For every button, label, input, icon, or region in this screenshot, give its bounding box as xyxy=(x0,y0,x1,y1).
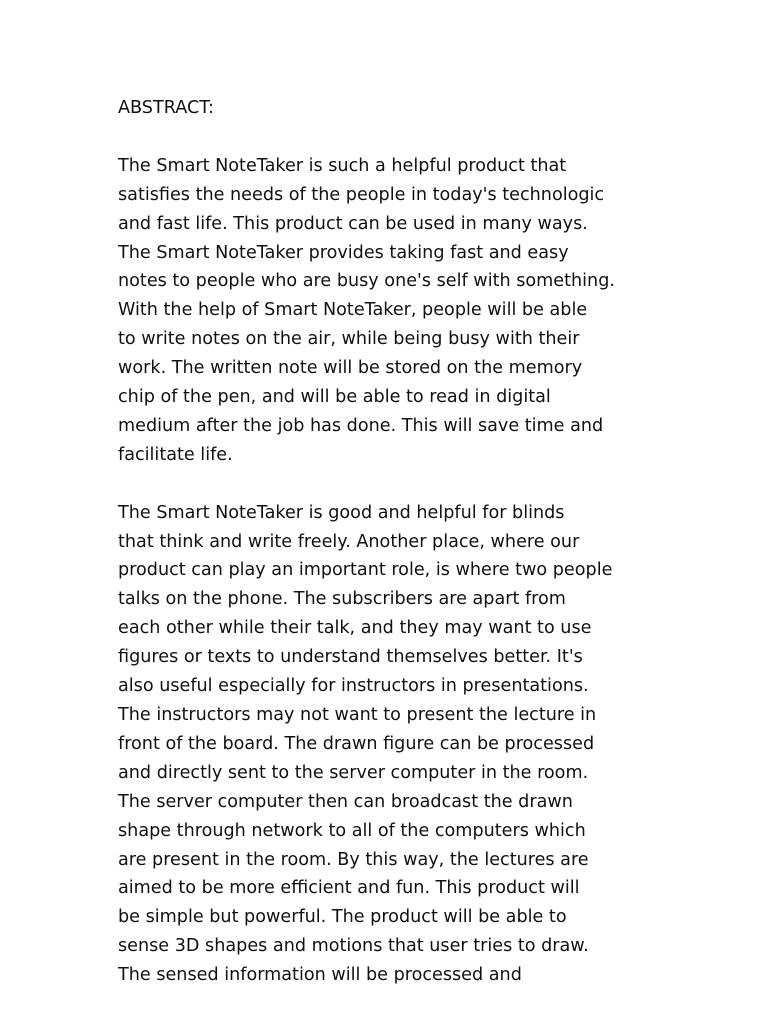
paragraph-line: work. The written note will be stored on the memory xyxy=(118,358,583,379)
paragraph-line: are present in the room. By this way, the lectures are xyxy=(118,849,589,870)
paragraph-line: The Smart NoteTaker provides taking fast and easy xyxy=(118,242,569,263)
paragraph-line: aimed to be more efficient and fun. This product will xyxy=(118,878,580,899)
paragraph-line: The sensed information will be processed and xyxy=(118,965,522,986)
paragraph-1 xyxy=(118,152,663,470)
paragraph-line: be simple but powerful. The product will be able to xyxy=(118,907,567,928)
document-body xyxy=(118,94,663,1019)
paragraph-line: The instructors may not want to present the lecture in xyxy=(118,705,597,725)
paragraph-line: With the help of Smart NoteTaker, people will be able xyxy=(118,300,588,321)
paragraph-line: shape through network to all of the computers which xyxy=(118,820,586,841)
paragraph-line: satisfies the needs of the people in today's technologic xyxy=(118,184,605,205)
paragraph-line: The server computer then can broadcast the drawn xyxy=(118,791,573,812)
paragraph-line: sense 3D shapes and motions that user tries to draw. xyxy=(118,936,589,957)
paragraph-line: front of the board. The drawn figure can be processed xyxy=(118,733,595,754)
paragraph-line: notes to people who are busy one's self with something. xyxy=(118,271,615,292)
paragraph-line: that think and write freely. Another place, where our xyxy=(118,531,580,552)
paragraph-line: medium after the job has done. This will save time and xyxy=(118,415,604,436)
paragraph-line: The Smart NoteTaker is good and helpful for blinds xyxy=(118,502,565,523)
paragraph-line: and directly sent to the server computer in the room. xyxy=(118,762,589,783)
paragraph-2 xyxy=(118,499,663,990)
paragraph-line: talks on the phone. The subscribers are apart from xyxy=(118,589,566,610)
paragraph-line: and fast life. This product can be used in many ways. xyxy=(118,213,588,234)
paragraph-line: also useful especially for instructors in presentations. xyxy=(118,676,589,697)
paragraph-line: each other while their talk, and they may want to use xyxy=(118,618,592,639)
paragraph-line: product can play an important role, is where two people xyxy=(118,560,613,581)
paragraph-line: facilitate life. xyxy=(118,444,233,465)
paragraph-line: The Smart NoteTaker is such a helpful product that xyxy=(118,155,567,176)
paragraph-line: chip of the pen, and will be able to read in digital xyxy=(118,387,551,408)
paragraph-line: to write notes on the air, while being busy with their xyxy=(118,329,580,350)
paragraph-line: figures or texts to understand themselves better. It's xyxy=(118,647,583,668)
abstract-heading: ABSTRACT: xyxy=(118,98,214,118)
